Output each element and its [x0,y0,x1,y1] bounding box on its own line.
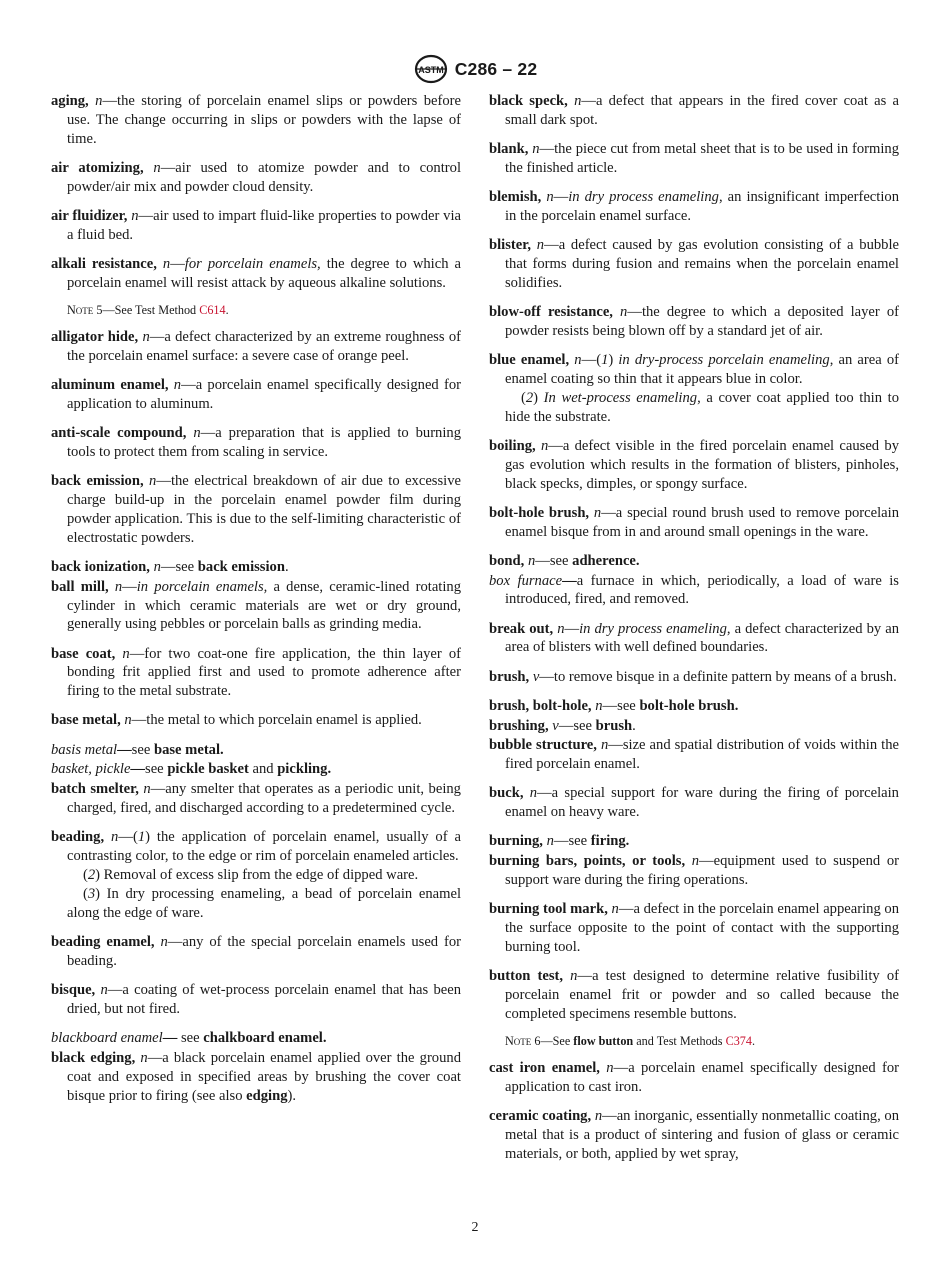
term: brush, bolt-hole, [489,697,592,714]
term: aluminum enamel, [51,376,169,393]
part-of-speech: n [173,376,182,393]
term: alkali resistance, [51,255,157,272]
glossary-entry: boiling, n—a defect visible in the fired porcelain enamel caused by gas evolution which results in the formation of blisters, pinholes, black specks, dimples, or spongy surface. [489,437,899,492]
glossary-entry: blank, n—the piece cut from metal sheet that is to be used in forming the finished article. [489,141,899,176]
term: alligator hide, [51,328,139,345]
part-of-speech: n [593,504,602,521]
glossary-entry: anti-scale compound, n—a preparation that is applied to burning tools to protect them from scaling in service. [51,424,461,460]
term: buck, [489,785,524,802]
glossary-entry: blue enamel, n—(1) in dry-process porcelain enameling, an area of enamel coating so thin that it appears blue in color. (2) In wet-process enameling, a cover coat applied too thin to hide the substrate. [489,351,899,425]
glossary-entry: burning, n—see firing. [489,833,630,850]
term: base coat, [51,645,116,662]
term: aging, [51,93,89,109]
term: anti-scale compound, [51,424,187,441]
part-of-speech: n [142,328,150,345]
glossary-entry: back emission, n—the electrical breakdown of air due to excessive charge build-up in the porcelain enamel powder film during powder application. This is due to the self-limiting characteristic of electrostatic powders. [51,472,461,546]
glossary-entry: burning bars, points, or tools, n—equipment used to suspend or support ware during the firing operations. [489,853,899,889]
glossary-entry: burning tool mark, n—a defect in the porcelain enamel appearing on the surface opposite to the point of contact with the supporting burning tool. [489,901,900,956]
term: button test, [489,968,564,985]
part-of-speech: n [606,1060,614,1077]
glossary-entry: bond, n—see adherence. [489,552,640,569]
standard-reference-link[interactable]: C374 [725,1034,752,1049]
term: brushing, [489,717,549,734]
term: ceramic coating, [489,1108,592,1125]
term: break out, [489,620,554,637]
part-of-speech: n [574,93,582,109]
part-of-speech: n [122,645,130,662]
glossary-entry: batch smelter, n—any smelter that operates as a periodic unit, being charged, fired, and discharged according to a predetermined cycle. [51,781,461,817]
glossary-entry: blister, n—a defect caused by gas evolution consisting of a bubble that forms during fusion and remains when the porcelain enamel solidifies. [489,237,899,291]
page-number: 2 [471,1220,479,1235]
glossary-entry: alligator hide, n—a defect characterized by an extreme roughness of the porcelain enamel surface: a severe case of orange peel. [51,328,461,364]
glossary-entry: back ionization, n—see back emission. [51,558,289,575]
sub-definition: (3) In dry processing enameling, a bead of porcelain enamel along the edge of ware. [67,886,461,921]
glossary-entry: black speck, n—a defect that appears in the fired cover coat as a small dark spot. [489,93,899,128]
term: back emission, [51,472,144,489]
glossary-entry: blemish, n—in dry process enameling, an insignificant imperfection in the porcelain enamel surface. [489,189,899,224]
term: bubble structure, [489,737,597,754]
document-header [0,54,950,84]
term: brush, [489,668,530,685]
term: back ionization, [51,558,150,575]
term: blank, [489,141,529,157]
part-of-speech: n [153,558,161,575]
part-of-speech: n [95,93,103,109]
glossary-entry: button test, n—a test designed to determine relative fusibility of porcelain enamel frit or powder and so called because the completed specimens resemble buttons. [489,968,899,1023]
term: bisque, [51,982,96,999]
term: batch smelter, [51,781,139,798]
glossary-entry: ball mill, n—in porcelain enamels, a dense, ceramic-lined rotating cylinder in which ceramic materials are wet or dry ground, generally using pebbles or porcelain balls as grinding media. [51,578,462,633]
left-column [51,92,461,1116]
document-designation: C286 – 22 [454,58,538,79]
part-of-speech: n [111,829,119,846]
glossary-entry: base metal, n—the metal to which porcelain enamel is applied. [51,712,422,729]
term: cast iron enamel, [489,1060,600,1077]
term: beading, [51,829,105,846]
term: burning bars, points, or tools, [489,853,686,870]
glossary-entry: box furnace—a furnace in which, periodically, a load of ware is introduced, fired, and removed. [489,572,899,608]
part-of-speech: n [536,237,545,253]
right-column [489,92,899,1174]
term: ball mill, [51,578,109,595]
term: beading enamel, [51,934,155,951]
glossary-entry: brush, bolt-hole, n—see bolt-hole brush. [489,697,739,714]
part-of-speech: n [527,552,536,569]
part-of-speech: n [570,968,578,985]
part-of-speech: n [594,1108,603,1125]
term: blemish, [489,189,542,205]
glossary-entry: buck, n—a special support for ware during the firing of porcelain enamel on heavy ware. [489,785,899,821]
term: blow-off resistance, [489,303,613,320]
glossary-entry: blackboard enamel— see chalkboard enamel. [51,1030,327,1047]
part-of-speech: n [153,159,161,176]
glossary-entry: brush, v—to remove bisque in a definite pattern by means of a brush. [489,668,897,685]
sub-definition: (2) In wet-process enameling, a cover coat applied too thin to hide the substrate. [505,389,899,425]
term: box furnace [489,572,563,589]
part-of-speech: n [193,424,201,441]
glossary-entry: beading enamel, n—any of the special porcelain enamels used for beading. [51,934,461,969]
glossary-entry: cast iron enamel, n—a porcelain enamel specifically designed for application to cast iron. [489,1060,899,1096]
glossary-entry: blow-off resistance, n—the degree to which a deposited layer of powder resists being blown off by a standard jet of air. [489,303,899,339]
part-of-speech: n [162,255,171,272]
part-of-speech: n [149,472,157,489]
note: Note 5—See Test Method C614. [67,302,229,317]
part-of-speech: n [691,853,700,870]
part-of-speech: n [611,901,619,918]
term: bond, [489,552,525,569]
glossary-entry: bolt-hole brush, n—a special round brush used to remove porcelain enamel bisque from in and around small openings in the ware. [489,504,900,540]
glossary-entry: basis metal—see base metal. [51,741,224,758]
term: blackboard enamel [51,1030,163,1047]
part-of-speech: n [540,437,549,454]
svg-text:ASTM: ASTM [417,65,444,75]
part-of-speech: n [532,141,540,157]
glossary-entry: basket, pickle—see pickle basket and pickling. [51,761,332,778]
term: blue enamel, [489,351,570,368]
glossary-entry: aging, n—the storing of porcelain enamel slips or powders before use. The change occurring in slips or powders with the lapse of time. [51,93,461,147]
term: basket, pickle [51,761,131,778]
astm-logo-icon [413,54,449,84]
term: boiling, [489,437,536,454]
glossary-entry: air atomizing, n—air used to atomize powder and to control powder/air mix and powder cloud density. [51,159,461,195]
glossary-entry: bisque, n—a coating of wet-process porcelain enamel that has been dried, but not fired. [51,982,461,1017]
part-of-speech: n [100,982,108,999]
part-of-speech: n [600,737,609,754]
part-of-speech: n [124,712,132,729]
term: burning, [489,833,543,850]
part-of-speech: n [131,207,139,224]
part-of-speech: n [557,620,565,637]
glossary-entry: base coat, n—for two coat-one fire application, the thin layer of bonding frit applied first and used to promote adherence after firing to the metal substrate. [51,645,461,700]
part-of-speech: n [143,781,151,798]
glossary-entry: air fluidizer, n—air used to impart fluid-like properties to powder via a fluid bed. [51,207,461,243]
part-of-speech: n [620,303,628,320]
part-of-speech: n [546,189,554,205]
part-of-speech: n [574,351,582,368]
standard-reference-link[interactable]: C614 [199,302,226,317]
glossary-entry: ceramic coating, n—an inorganic, essentially nonmetallic coating, on metal that is a product of sintering and fusion of glass or ceramic materials, or both, applied by wet spray, [489,1108,899,1162]
sub-definition: (2) Removal of excess slip from the edge of dipped ware. [83,867,419,884]
term: bolt-hole brush, [489,504,590,521]
term: burning tool mark, [489,901,608,918]
glossary-entry: bubble structure, n—size and spatial distribution of voids within the fired porcelain enamel. [489,737,899,773]
part-of-speech: n [160,934,168,951]
term: black speck, [489,93,568,109]
part-of-speech: v [552,717,559,734]
note: Note 6—See flow button and Test Methods C374. [505,1034,756,1049]
glossary-entry: black edging, n—a black porcelain enamel applied over the ground coat and exposed in specified areas by brushing the cover coat bisque prior to firing (see also edging). [51,1049,461,1104]
term: blister, [489,237,532,253]
glossary-entry: brushing, v—see brush. [489,717,636,734]
part-of-speech: n [546,833,554,850]
glossary-entry: aluminum enamel, n—a porcelain enamel specifically designed for application to aluminum. [51,376,461,412]
term: air fluidizer, [51,207,128,224]
glossary-entry: beading, n—(1) the application of porcelain enamel, usually of a contrasting color, to the edge or rim of porcelain enameled articles. (2) Removal of excess slip from the edge of dipped ware. (3) In dry processing enameling, a bead of porcelain enamel along the edge of ware. [51,829,461,921]
part-of-speech: n [140,1049,148,1066]
glossary-entry: break out, n—in dry process enameling, a defect characterized by an area of blisters with well defined boundaries. [489,620,899,656]
part-of-speech: v [532,668,540,685]
part-of-speech: n [595,697,603,714]
term: black edging, [51,1049,136,1066]
part-of-speech: n [114,578,123,595]
part-of-speech: n [529,785,538,802]
term: base metal, [51,712,121,729]
term: basis metal [51,741,118,758]
term: air atomizing, [51,159,144,176]
glossary-entry: alkali resistance, n—for porcelain enamels, the degree to which a porcelain enamel will resist attack by aqueous alkaline solutions. [51,255,461,291]
